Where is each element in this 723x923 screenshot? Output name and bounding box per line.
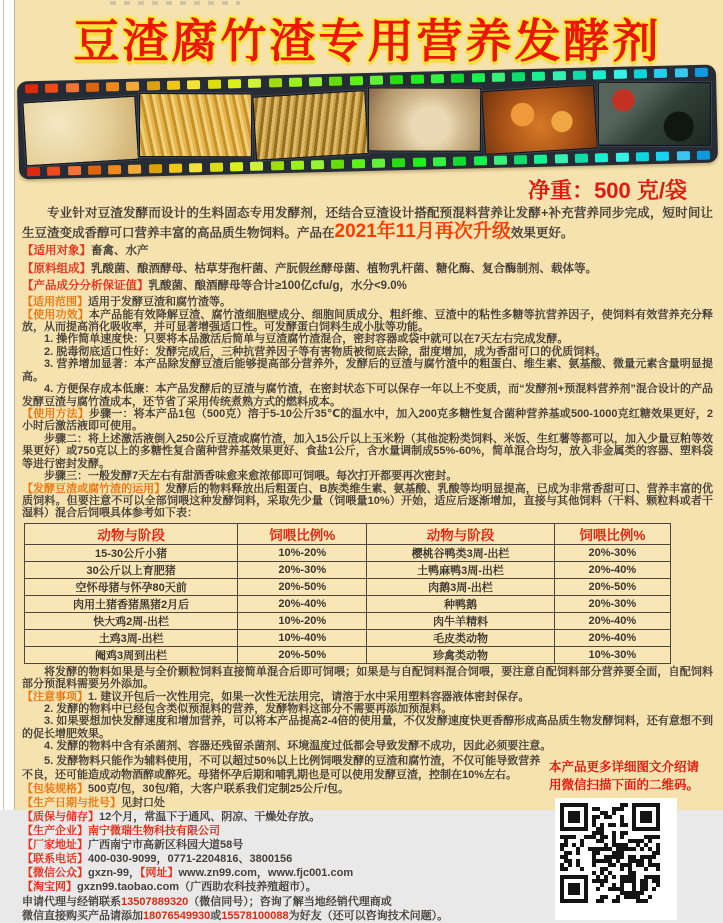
sprocket-hole [431,74,444,83]
sprocket-hole [68,166,81,175]
manufacturer: 【生产企业】南宁微瑞生物科技有限公司 [22,825,220,838]
sprocket-hole [289,78,302,87]
table-cell: 肉牛羊精料 [367,612,554,629]
sprocket-hole [473,156,486,165]
photo-row [17,82,717,163]
section-label: 【注意事项】 [22,690,88,703]
sprocket-hole [149,164,162,173]
section-label: 【质保与储存】 [22,811,99,824]
sprocket-hole [268,78,281,87]
sprocket-hole [370,76,383,85]
table-cell: 阉鸡3周到出栏 [25,646,238,663]
sprocket-hole [352,159,365,168]
sprocket-hole [512,72,525,81]
efficacy: 【使用功效】本产品能有效降解豆渣、腐竹渣细胞壁成分、细胞间质成分、粗纤维、豆渣中的粘性多糖等抗营养因子，使饲料有效营养充分释放，从而提高消化吸收率，并可显著增强适口性。可发酵蛋白饲料生成小肽等功能。 [22,308,714,334]
qr-note-text [549,758,711,794]
table-row [25,561,671,578]
table-row [25,646,671,663]
contact-info-block [22,754,545,923]
table-cell: 10%-30% [554,646,670,663]
chicken-flock-photo [481,85,598,156]
sprocket-hole [593,70,606,79]
sprocket-hole [228,79,241,88]
section-label: 【包装规格】 [22,782,88,795]
section-label: 【产品成分分析保证值】 [22,280,149,293]
section-label: 【使用功效】 [22,308,89,321]
section-label: 【厂家地址】 [22,839,88,852]
mixing-note: 将发酵的物料如果是与全价颗粒饲料直接简单混合后即可饲喂；如果是与自配饲料混合饲喂，要注意自配饲料部分营养要全面，自配饲料部分预混料需要另外添加。 [22,665,713,691]
sprocket-hole [674,68,687,77]
sprocket-hole [45,84,58,93]
table-cell: 快大鸡2周-出栏 [25,612,238,629]
sprocket-hole [25,84,38,93]
table-cell: 10%-40% [238,629,367,646]
table-cell: 20%-40% [238,595,367,612]
table-row [25,595,671,612]
qr-finder-pattern [560,803,588,831]
table-row [25,612,671,629]
sprocket-hole [210,163,223,172]
table-row [25,544,671,561]
table-cell: 20%-50% [238,646,367,663]
sprocket-hole [492,73,505,82]
section-label: 【使用方法】 [22,408,89,420]
sprocket-hole [88,166,101,175]
sprocket-hole [106,82,119,91]
factory-address: 【厂家地址】广西南宁市高新区科园大道58号 [22,839,244,852]
sprocket-hole [250,162,263,171]
sprocket-hole [248,79,261,88]
sprocket-hole [311,160,324,169]
caution-2: 2. 发酵的物料中已经包含类似预混料的营养，发酵物料这部分不需要再添加预混料。 [44,703,453,716]
table-cell: 土鸡3周-出栏 [25,629,238,646]
table-row [25,578,671,595]
table-header-cell: 动物与阶段 [25,523,238,544]
shelf-life: 【质保与储存】12个月，常温下于通风、阴凉、干燥处存放。 [22,811,321,824]
product-title: 豆渣腐竹渣专用营养发酵剂 [73,15,662,67]
sprocket-hole [128,165,141,174]
taobao-shop: 【淘宝网】gxzn99.taobao.com（广西助农科技养殖超市）。 [22,881,317,894]
sprocket-hole [147,81,160,90]
sprocket-hole [433,157,446,166]
sprocket-hole [187,80,200,89]
wechat-website: 【微信公众】gxzn-99，【网址】www.zn99.com，www.fjc001.com [22,867,354,880]
sprocket-hole [451,74,464,83]
qr-finder-pattern [560,875,588,903]
sprocket-hole [534,155,547,164]
table-cell: 土鸭麻鸭3周-出栏 [367,561,554,578]
pig-feeding-photo [598,82,711,146]
caution-4: 4. 发酵的物料中含有杀菌剂、容器还残留杀菌剂、环境温度过低都会导致发酵不成功，因此必须要注意。 [44,740,552,753]
usage-step-2: 步骤二：将上述激活液倒入250公斤豆渣或腐竹渣，加入15公斤以上玉米粉（其他淀粉类饲料、米饭、生红薯等都可以，加入少量豆粕等效果更好）或750克以上的多糖性复合菌种营养基效果更好、食盐1公斤，含水量调制成55%-60%，简单混合均匀，放入非金属类的容器、塑料袋等进行密封发酵。 [22,432,713,470]
section-label: 【生产日期与批号】 [22,796,121,809]
table-cell: 20%-30% [554,544,670,561]
table-cell: 10%-20% [238,612,367,629]
intro-paragraph: 专业针对豆渣发酵而设计的生料固态专用发酵剂，还结合豆渣设计搭配预混料营养让发酵+补充营养同步完成，短时间让生豆渣变成香醇可口营养丰富的高品质生物饲料。产品在2021年11月再次升级效果更好。 [22,206,713,242]
table-cell: 20%-30% [238,561,367,578]
section-label: 【适用对象】 [22,244,91,257]
feeding-ratio-table [24,523,671,664]
film-strip-photos [17,65,718,180]
sprocket-hole [208,80,221,89]
bean-curd-sticks-pile-photo [252,90,369,161]
table-cell: 20%-40% [554,561,670,578]
description-sections [22,206,713,520]
sprocket-hole [634,69,647,78]
sprocket-hole [86,83,99,92]
sprocket-hole [390,75,403,84]
sprocket-hole [532,72,545,81]
caution-3: 3. 如果要想加快发酵速度和增加营养，可以将本产品提高2-4倍的使用量，不仅发酵速度快更香醇形成高品质生物发酵饲料，还有意想不到的促长增肥效果。 [22,715,713,740]
sprocket-hole [167,81,180,90]
section-label: 【发酵豆渣或腐竹渣的运用】 [22,482,166,495]
sprocket-hole [656,152,669,161]
sprocket-hole [350,76,363,85]
sprocket-hole [494,156,507,165]
sprocket-hole [573,71,586,80]
sprocket-hole [695,68,708,77]
contact-phone: 【联系电话】400-030-9099，0771-2204816、3800156 [22,853,293,866]
sprocket-hole [413,158,426,167]
section-label: 【微信公众】 [22,867,88,880]
section-label: 【联系电话】 [22,853,88,866]
sprocket-hole [270,161,283,170]
table-cell: 种鸭鹅 [367,595,554,612]
efficacy-point-3: 3. 营养增加显著：本产品除发酵豆渣后能够提高部分营养外，发酵后的豆渣与腐竹渣中的粗蛋白、维生素、氨基酸、微量元素含量明显提高。 [22,358,713,383]
sprocket-hole [331,160,344,169]
sprocket-hole [697,151,710,160]
sprocket-hole [291,161,304,170]
section-label: 【原料组成】 [22,262,91,275]
sprocket-hole [553,71,566,80]
agent-line-1: 申请代理与经销联系13507889320（微信同号）；咨询了解当地经销代理商或 [22,895,392,908]
sprocket-hole [372,159,385,168]
sprocket-hole [676,151,689,160]
agent-line-2: 微信直接购买产品请添加18076549930或15578100088为好友（还可以咨询技术问题）。 [22,909,449,922]
sprocket-hole [555,154,568,163]
sprocket-hole [230,162,243,171]
sprocket-hole [309,77,322,86]
sprocket-hole [453,157,466,166]
efficacy-point-2: 2. 脱毒彻底适口性好：发酵完成后，三种抗营养因子等有害物质被彻底去除，甜度增加，成为香甜可口的优质饲料。 [44,345,607,358]
efficacy-point-4: 4. 方便保存成本低廉：本产品发酵后的豆渣与腐竹渣，在密封状态下可以保存一年以上不变质，而“发酵剂+预混料营养剂”混合设计的产品发酵豆渣与腐竹渣成本，还节省了采用传统煮熟方式的燃料成本。 [22,383,713,408]
table-cell: 樱桃谷鸭类3周-出栏 [367,544,554,561]
qr-note-line-1: 本产品更多详细图文介绍请 [549,759,700,774]
table-cell: 30公斤以上育肥猪 [25,561,238,578]
sprocket-hole [654,69,667,78]
usage-step-3: 步骤三：一般发酵7天左右有甜酒香味愈来愈浓郁即可饲喂。每次打开都要再次密封。 [44,470,458,483]
table-cell: 20%-50% [238,578,367,595]
production-date: 【生产日期与批号】见封口处 [22,796,165,809]
wechat-qr-code [555,798,677,920]
sprocket-hole [189,163,202,172]
application-scope: 【适用范围】适用于发酵豆渣和腐竹渣等。 [22,296,231,309]
usage-step-1: 【使用方法】步骤一：将本产品1包（500克）溶于5-10公斤35℃的温水中，加入200克多糖性复合菌种营养基或500-1000克红糖效果更好，2小时后激活液即可使用。 [22,408,714,433]
efficacy-point-1: 1. 操作简单速度快：只要将本品激活后简单与豆渣腐竹渣混合，密封容器或袋中就可以在7天左右完成发酵。 [44,333,569,346]
table-cell: 珍禽类动物 [367,646,554,663]
fermented-material-use: 【发酵豆渣或腐竹渣的运用】发酵后的物料释放出后粗蛋白、B族类维生素、氨基酸、乳酸等均明显提高，已成为非常香甜可口、营养丰富的优质饲料。但要注意不可以全部饲喂这种发酵饲料，采取先少量（饲喂量10%）开始，适应后逐渐增加，直接与其他饲料（干料、颗粒料或者干湿料）混合后饲喂具体参考如下表： [22,482,713,520]
net-weight: 净重：500 克/袋 [528,178,687,204]
section-label: 【适用范围】 [22,296,88,309]
ingredients: 【原料组成】乳酸菌、酿酒酵母、枯草芽孢杆菌、产朊假丝酵母菌、植物乳杆菌、糖化酶、复合酶制剂、载体等。 [22,262,597,275]
table-cell: 20%-50% [554,578,670,595]
table-cell: 20%-40% [554,612,670,629]
qr-finder-pattern [632,803,660,831]
guaranteed-analysis: 【产品成分分析保证值】乳酸菌、酿酒酵母等合计≥100亿cfu/g，水分<9.0% [22,280,407,293]
dried-tofu-strips-photo [139,93,252,157]
sprocket-hole [392,158,405,167]
okara-bean-dregs-photo [22,96,139,167]
sprocket-hole [329,77,342,86]
sprocket-hole [636,152,649,161]
qr-note-line-2: 用微信扫描下面的二维码。 [549,777,700,792]
table-cell: 毛皮类动物 [367,629,554,646]
table-row [25,629,671,646]
table-header-cell: 饲喂比例% [238,523,367,544]
sprocket-hole [126,82,139,91]
sprocket-hole [169,164,182,173]
table-cell: 肉鹅3周-出栏 [367,578,554,595]
sprocket-hole [66,83,79,92]
table-cell: 10%-20% [238,544,367,561]
table-cell: 15-30公斤小猪 [25,544,238,561]
table-header-cell: 动物与阶段 [367,523,554,544]
bottom-area [22,754,713,923]
sprocket-hole [108,165,121,174]
sprocket-hole [595,153,608,162]
caution-1: 【注意事项】1. 建议开包后一次性用完，如果一次性无法用完，请溶于水中采用塑料容器液体密封保存。 [22,690,530,703]
caution-5: 5. 发酵物料只能作为辅料使用，不可以超过50%以上比例饲喂发酵的豆渣和腐竹渣，不仅可能导致营养不良，还可能造成动物酒醉或醉死。母猪怀孕后期和哺乳期也是可以使用发酵豆渣，控制在10%左右。 [22,754,541,781]
target-animals: 【适用对象】畜禽、水产 [22,244,149,257]
sprocket-hole [411,75,424,84]
sprocket-hole [27,167,40,176]
packing-spec: 【包装规格】500克/包，30包/箱，大客户联系我们定制25公斤/包。 [22,782,349,795]
sprocket-hole [471,73,484,82]
page-left-edge [0,0,15,810]
sprocket-hole [575,154,588,163]
hand-mixing-basket-photo [368,88,481,152]
sprocket-hole [613,70,626,79]
table-header-cell: 饲喂比例% [554,523,670,544]
sprocket-hole [615,153,628,162]
sprocket-hole [514,155,527,164]
table-cell: 20%-30% [554,595,670,612]
table-cell: 20%-40% [554,629,670,646]
section-label: 【生产企业】 [22,825,88,838]
sprocket-hole [47,167,60,176]
table-header-row [25,523,671,544]
section-label: 【淘宝网】 [22,881,77,894]
qr-block [545,754,713,923]
table-cell: 肉用土猪香猪黑猪2月后 [25,595,238,612]
notes-sections [22,666,713,753]
table-cell: 空怀母猪与怀孕80天前 [25,578,238,595]
